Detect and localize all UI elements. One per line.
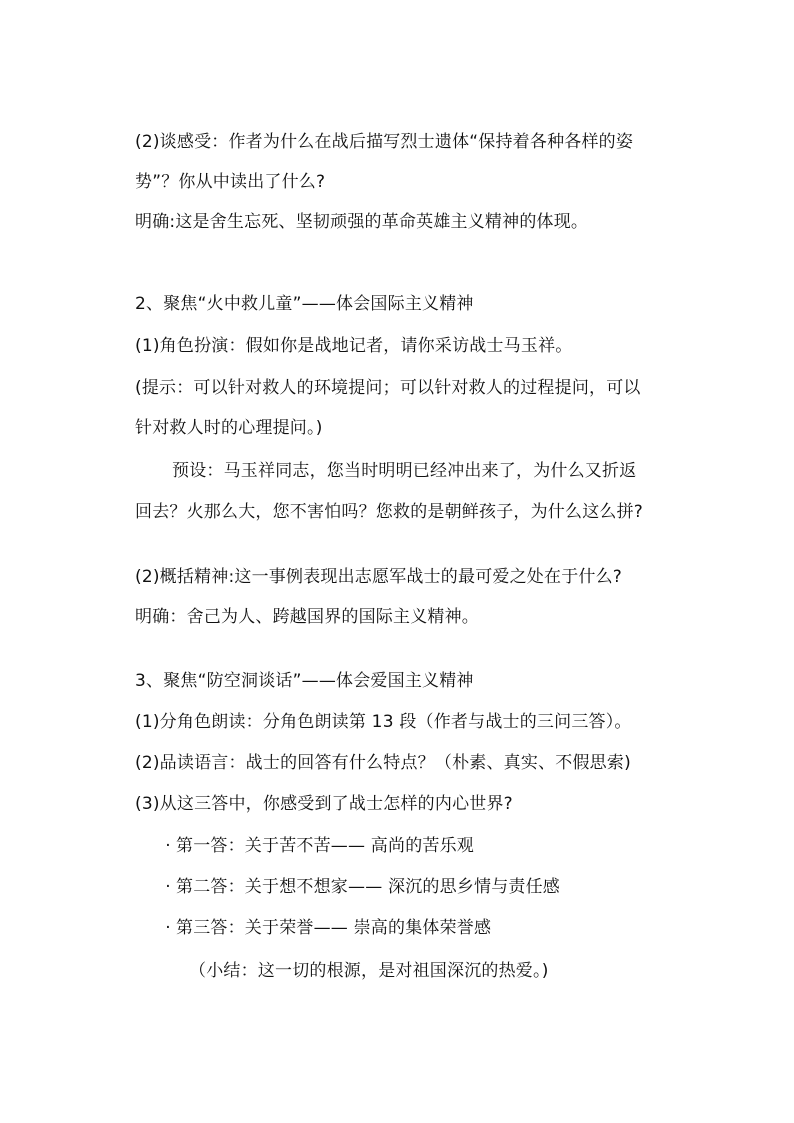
bullet-item bbox=[160, 917, 491, 939]
bullet-item bbox=[160, 876, 560, 898]
preset-line-1: 预设：马玉祥同志，您当时明明已经冲出来了，为什么又折返 bbox=[172, 461, 637, 481]
summarize-spirit-question: (2)概括精神:这一事例表现出志愿军战士的最可爱之处在于什么? bbox=[135, 567, 623, 587]
bullet-item bbox=[160, 835, 474, 857]
summary-line: （小结：这一切的根源，是对祖国深沉的热爱。) bbox=[189, 961, 549, 981]
language-analysis-task: (2)品读语言：战士的回答有什么特点？（朴素、真实、不假思索) bbox=[135, 753, 631, 773]
bullet-dot: · bbox=[165, 877, 171, 897]
bullet-dot: · bbox=[165, 918, 171, 938]
hint-line-1: (提示：可以针对救人的环境提问；可以针对救人的过程提问，可以 bbox=[135, 378, 641, 398]
question-2-feeling-line-1: (2)谈感受：作者为什么在战后描写烈士遗体“保持着各种各样的姿 bbox=[135, 132, 634, 152]
section-2-heading: 2、聚焦“火中救儿童”——体会国际主义精神 bbox=[135, 294, 474, 314]
role-reading-task: (1)分角色朗读：分角色朗读第 13 段（作者与战士的三问三答）。 bbox=[135, 712, 632, 732]
answer-heroism: 明确:这是舍生忘死、坚韧顽强的革命英雄主义精神的体现。 bbox=[135, 212, 589, 232]
bullet-text: 第二答：关于想不想家—— 深沉的思乡情与责任感 bbox=[176, 877, 561, 897]
inner-world-question: (3)从这三答中，你感受到了战士怎样的内心世界? bbox=[135, 794, 513, 814]
answer-internationalism: 明确：舍己为人、跨越国界的国际主义精神。 bbox=[135, 607, 479, 627]
question-2-feeling-line-2: 势”？你从中读出了什么? bbox=[135, 172, 326, 192]
bullet-text: 第三答：关于荣誉—— 崇高的集体荣誉感 bbox=[176, 918, 492, 938]
hint-line-2: 针对救人时的心理提问。) bbox=[135, 418, 323, 438]
bullet-dot: · bbox=[165, 836, 171, 856]
bullet-text: 第一答：关于苦不苦—— 高尚的苦乐观 bbox=[176, 836, 475, 856]
preset-line-2: 回去？火那么大，您不害怕吗？您救的是朝鲜孩子，为什么这么拼? bbox=[135, 502, 644, 522]
section-3-heading: 3、聚焦“防空洞谈话”——体会爱国主义精神 bbox=[135, 671, 474, 691]
role-play-task: (1)角色扮演：假如你是战地记者，请你采访战士马玉祥。 bbox=[135, 336, 573, 356]
